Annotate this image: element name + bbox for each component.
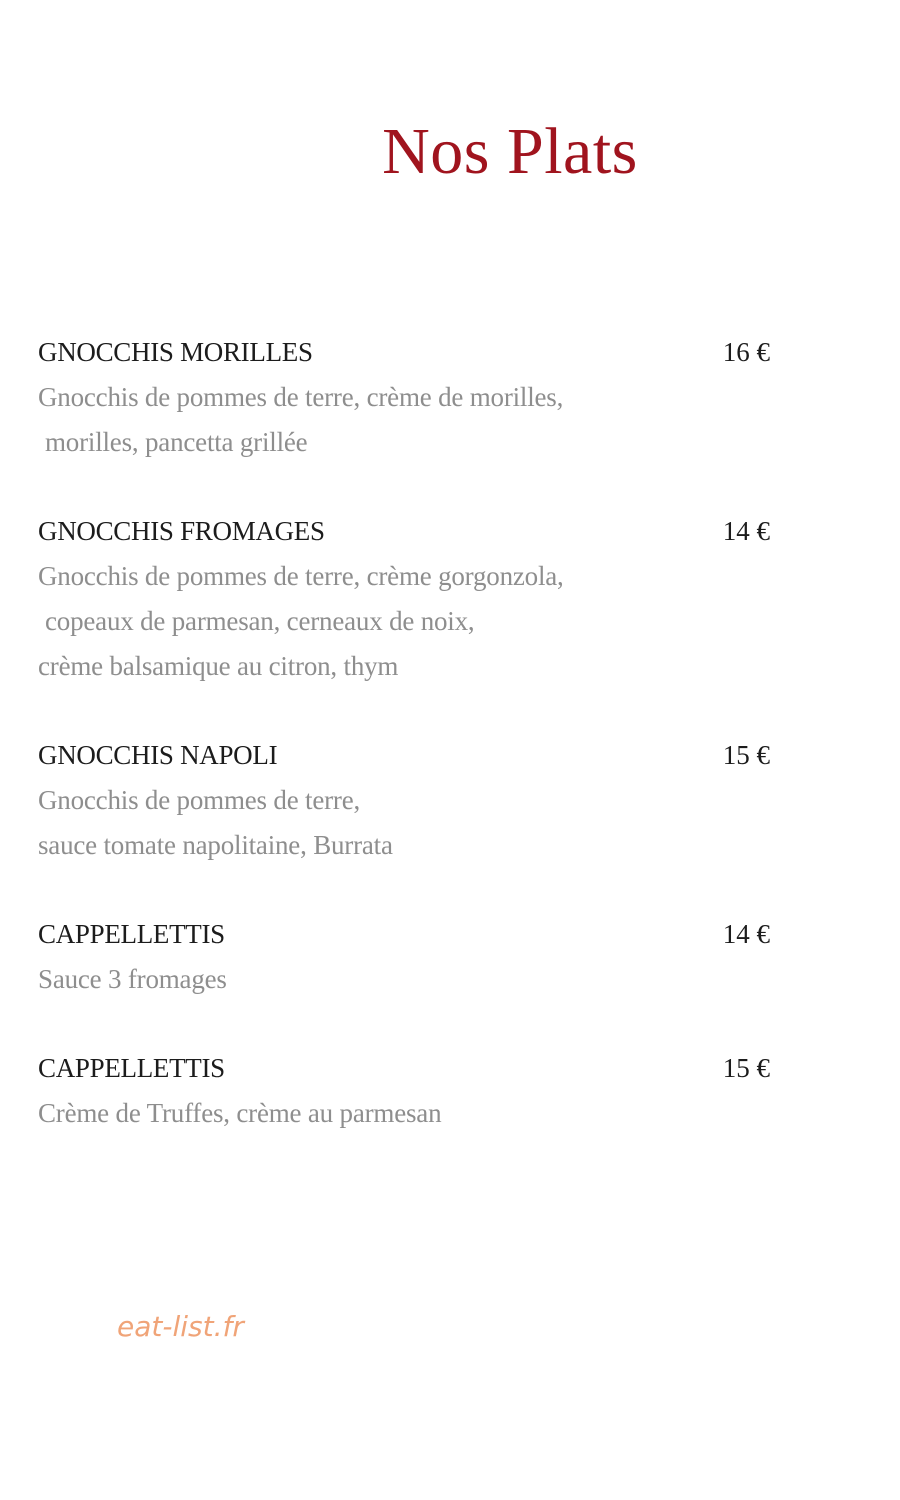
description-line: crème balsamique au citron, thym xyxy=(38,651,399,681)
item-description xyxy=(38,1091,778,1136)
item-description xyxy=(38,554,778,689)
item-name: GNOCCHIS MORILLES xyxy=(38,337,313,367)
menu-list xyxy=(38,330,778,1136)
menu-item xyxy=(38,330,778,465)
item-name: GNOCCHIS NAPOLI xyxy=(38,740,278,770)
item-price: 16 € xyxy=(722,337,770,367)
menu-item xyxy=(38,1046,778,1136)
menu-item xyxy=(38,912,778,1002)
description-line: copeaux de parmesan, cerneaux de noix, xyxy=(45,606,475,636)
description-line: morilles, pancetta grillée xyxy=(45,427,308,457)
item-name: CAPPELLETTIS xyxy=(38,1053,225,1083)
item-price: 15 € xyxy=(722,1053,770,1083)
item-description xyxy=(38,375,778,465)
item-name: CAPPELLETTIS xyxy=(38,919,225,949)
item-price: 15 € xyxy=(722,740,770,770)
watermark: eat-list.fr xyxy=(117,1310,244,1343)
description-line: Gnocchis de pommes de terre, crème gorgonzola, xyxy=(38,561,564,591)
page-title: Nos Plats xyxy=(382,115,638,188)
item-name: GNOCCHIS FROMAGES xyxy=(38,516,325,546)
menu-item xyxy=(38,509,778,689)
description-line: sauce tomate napolitaine, Burrata xyxy=(38,830,393,860)
item-price: 14 € xyxy=(722,919,770,949)
item-description xyxy=(38,778,778,868)
menu-item xyxy=(38,733,778,868)
item-price: 14 € xyxy=(722,516,770,546)
description-line: Gnocchis de pommes de terre, crème de morilles, xyxy=(38,382,564,412)
description-line: Sauce 3 fromages xyxy=(38,964,227,994)
description-line: Gnocchis de pommes de terre, xyxy=(38,785,361,815)
item-description xyxy=(38,957,778,1002)
description-line: Crème de Truffes, crème au parmesan xyxy=(38,1098,442,1128)
